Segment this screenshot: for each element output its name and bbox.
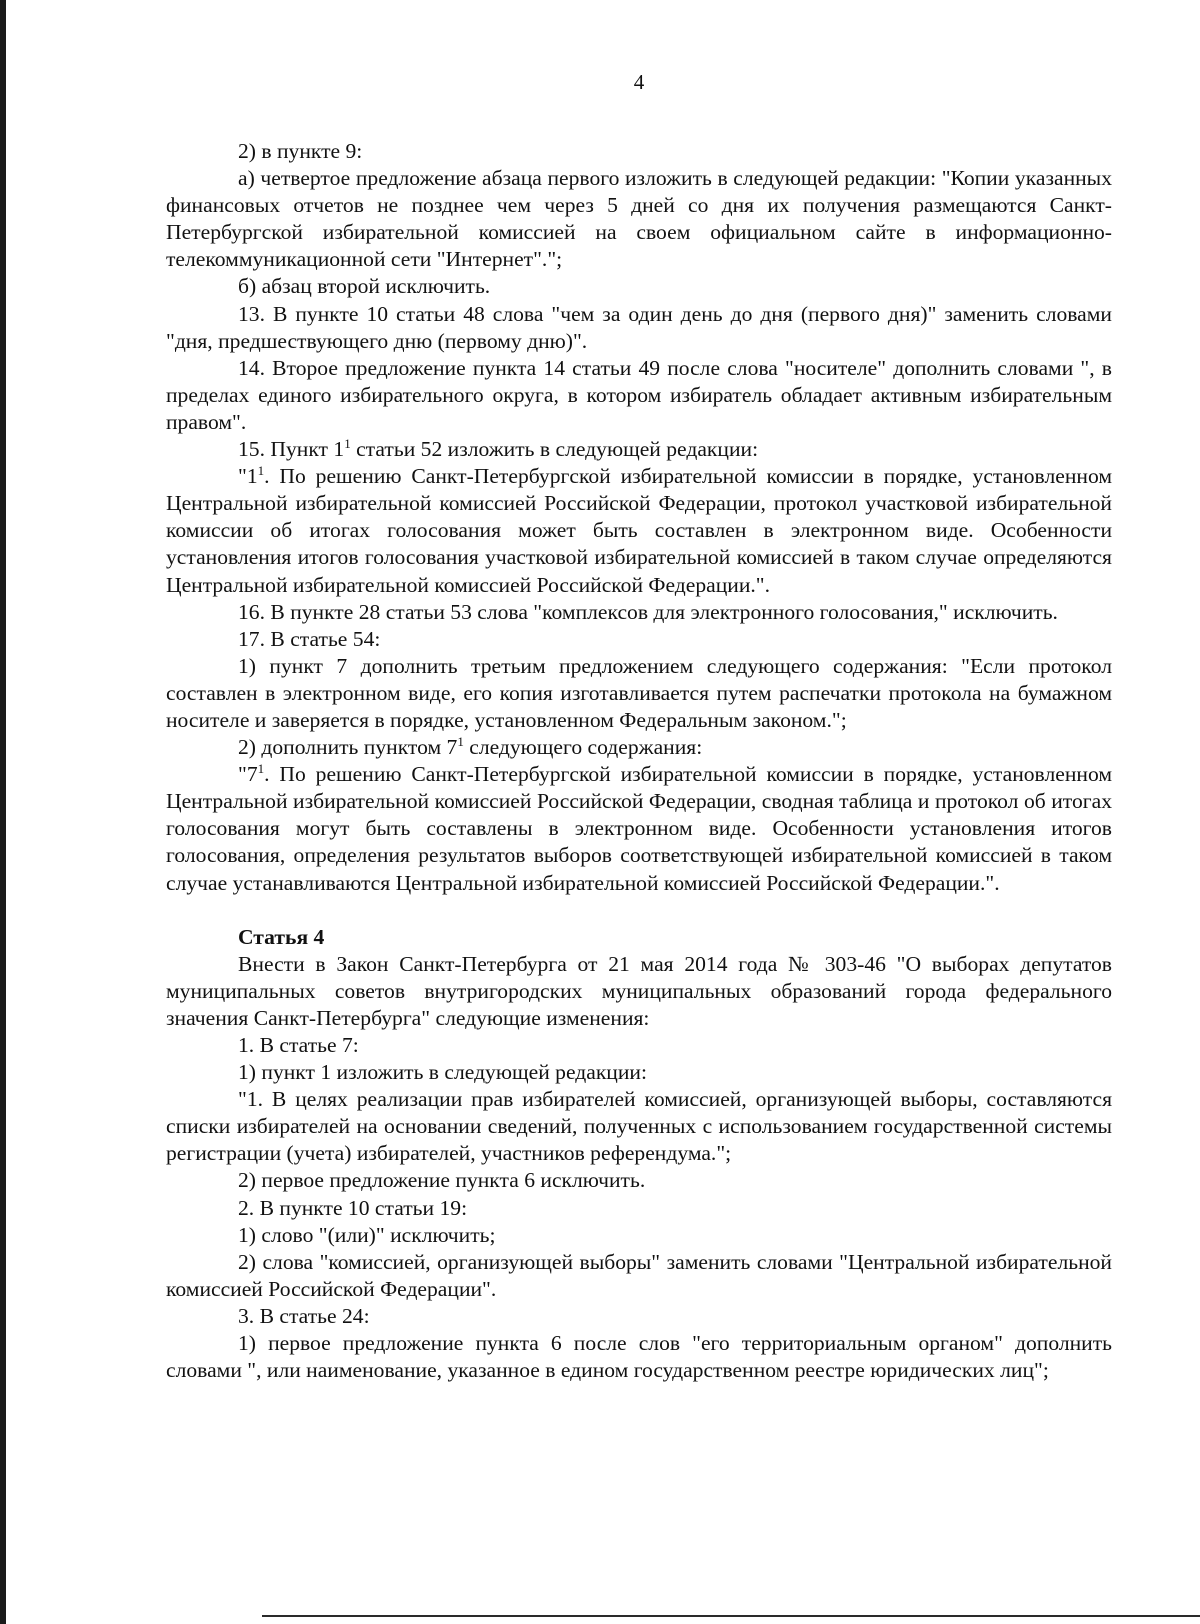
paragraph: 13. В пункте 10 статьи 48 слова "чем за один день до дня (первого дня)" заменить словами "дня, предшествующего дню (первому дню)". — [166, 301, 1112, 353]
paragraph — [166, 436, 1112, 463]
paragraph: 2) слова "комиссией, организующей выборы" заменить словами "Центральной избирательной комиссией Российской Федерации". — [166, 1249, 1112, 1301]
paragraph: 17. В статье 54: — [238, 626, 381, 651]
quote-prefix: "1 — [238, 464, 258, 489]
paragraph: Внести в Закон Санкт-Петербурга от 21 мая 2014 года № 303-46 "О выборах депутатов муниципальных советов внутригородских муниципальных образований города федерального значения Санкт-Петербурга" следующие изменения: — [166, 951, 1112, 1030]
paragraph-text: статьи 52 изложить в следующей редакции: — [356, 437, 759, 462]
paragraph — [166, 761, 1112, 896]
paragraph-prefix: 15. Пункт 1 — [238, 437, 345, 462]
paragraph: 2) в пункте 9: — [238, 139, 363, 163]
paragraph-text: следующего содержания: — [469, 735, 703, 760]
paragraph-text: По решению Санкт-Петербургской избирательной комиссии в порядке, установленном Центральной избирательной комиссией Российской Федерации, протокол участковой избирательной комиссии об итогах голосования может быть составлен в электронном виде. Особенности установления итогов голосования участковой избирательной комиссией в таком случае определяются Центральной избирательной комиссией Российской Федерации.". — [166, 464, 1112, 597]
quote-dot: . — [264, 464, 270, 489]
paragraph — [166, 463, 1112, 598]
page-number: 4 — [633, 70, 645, 94]
paragraph: 1) пункт 1 изложить в следующей редакции: — [238, 1060, 647, 1085]
paragraph: 1) первое предложение пункта 6 после слов "его территориальным органом" дополнить словами ", или наименование, указанное в едином государственном реестре юридических лиц"; — [166, 1331, 1112, 1383]
document-body — [166, 138, 1112, 1384]
paragraph: а) четвертое предложение абзаца первого изложить в следующей редакции: "Копии указанных финансовых отчетов не позднее чем через 5 дней со дня их получения размещаются Санкт-Петербургской избирательной комиссией на своем официальном сайте в информационно-телекоммуникационной сети "Интернет"."; — [166, 166, 1112, 272]
paragraph-text: По решению Санкт-Петербургской избирательной комиссии в порядке, установленном Центральной избирательной комиссией Российской Федерации, сводная таблица и протокол об итогах голосования могут быть составлены в электронном виде. Особенности установления итогов голосования, определения результатов выборов соответствующей избирательной комиссией в таком случае устанавливаются Центральной избирательной комиссией Российской Федерации.". — [166, 762, 1112, 895]
superscript: 1 — [344, 435, 351, 451]
paragraph: 1) слово "(или)" исключить; — [238, 1222, 496, 1247]
article-heading: Статья 4 — [238, 924, 325, 949]
paragraph: 16. В пункте 28 статьи 53 слова "комплексов для электронного голосования," исключить. — [238, 599, 1058, 624]
paragraph — [166, 734, 1112, 761]
paragraph: 1. В статье 7: — [238, 1033, 359, 1057]
paragraph-prefix: 2) дополнить пунктом 7 — [238, 735, 458, 760]
scan-bottom-line — [262, 1615, 1200, 1617]
paragraph: 1) пункт 7 дополнить третьим предложением следующего содержания: "Если протокол составлен в электронном виде, его копия изготавливается путем распечатки протокола на бумажном носителе и заверяется в порядке, установленном Федеральным законом."; — [166, 653, 1112, 732]
paragraph: 3. В статье 24: — [238, 1303, 370, 1328]
paragraph: 2. В пункте 10 статьи 19: — [238, 1195, 468, 1220]
superscript: 1 — [257, 760, 265, 776]
quote-dot: . — [264, 762, 270, 787]
superscript: 1 — [257, 462, 265, 478]
superscript: 1 — [457, 733, 464, 749]
paragraph: б) абзац второй исключить. — [238, 274, 491, 299]
paragraph: 14. Второе предложение пункта 14 статьи 49 после слова "носителе" дополнить словами ", в пределах единого избирательного округа, в котором избиратель обладает активным избирательным правом". — [166, 355, 1112, 434]
paragraph: 2) первое предложение пункта 6 исключить. — [238, 1168, 646, 1193]
paragraph: "1. В целях реализации прав избирателей комиссией, организующей выборы, составляются списки избирателей на основании сведений, полученных с использованием государственной системы регистрации (учета) избирателей, участников референдума."; — [166, 1087, 1112, 1166]
quote-prefix: "7 — [238, 762, 258, 787]
scan-edge — [0, 0, 6, 1624]
